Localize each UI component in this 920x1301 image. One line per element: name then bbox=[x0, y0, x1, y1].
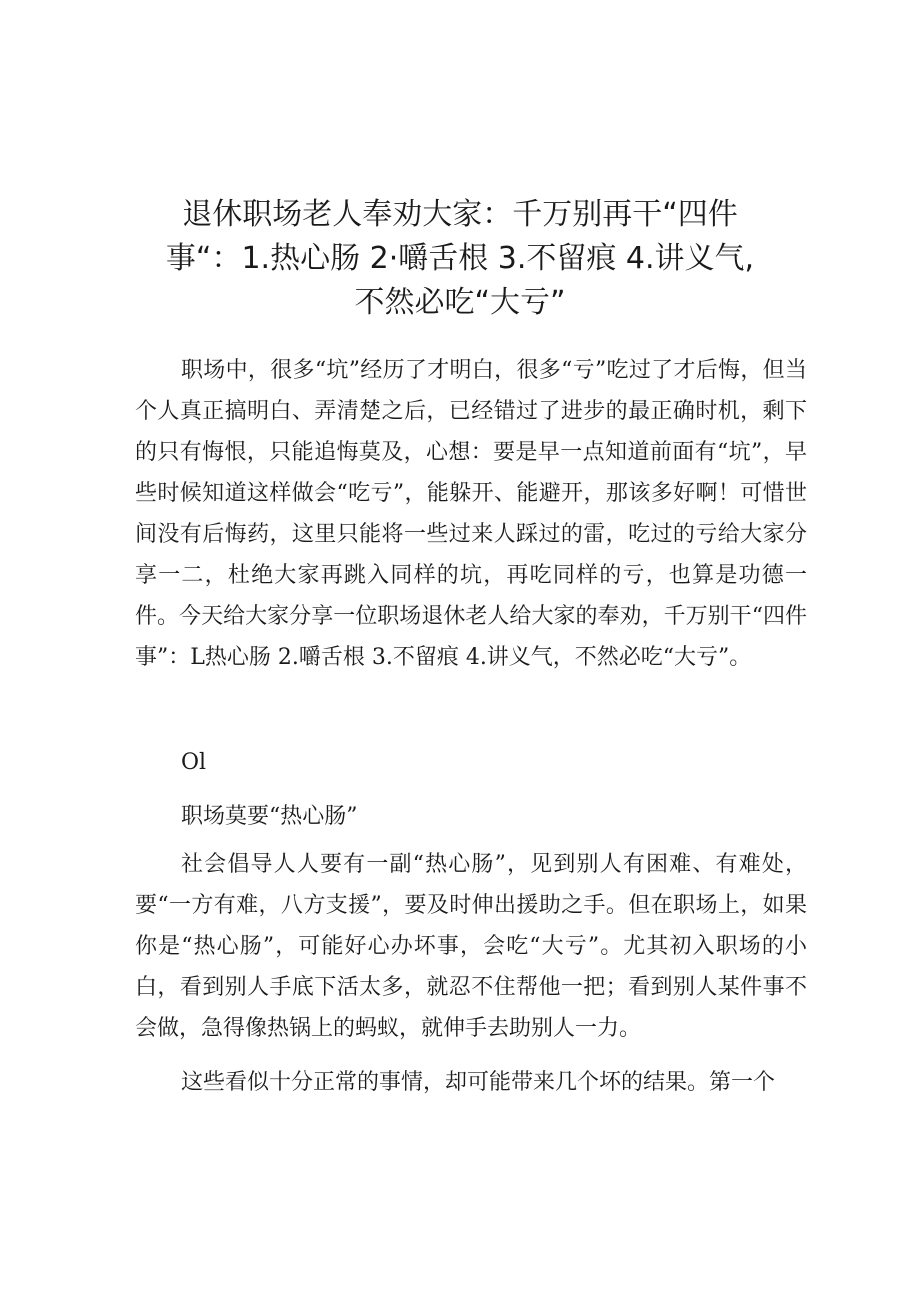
section-heading: 职场莫要“热心肠” bbox=[181, 804, 358, 829]
section-number: Ol bbox=[181, 750, 207, 775]
intro-paragraph: 职场中，很多“坑”经历了才明白，很多“亏”吃过了才后悔，但当个人真正搞明白、弄清楚之后，已经错过了进步的最正确时机，剩下的只有悔恨，只能追悔莫及，心想：要是早一点知道前面有“坑”，早些时候知道这样做会“吃亏”，能躲开、能避开，那该多好啊！可惜世间没有后悔药，这里只能将一些过来人踩过的雷，吃过的亏给大家分享一二，杜绝大家再跳入同样的坑，再吃同样的亏，也算是功德一件。今天给大家分享一位职场退休老人给大家的奉劝，千万别干“四件事”：L热心肠 2.嚼舌根 3.不留痕 4.讲义气，不然必吃“大亏”。 bbox=[135, 358, 807, 670]
consequence-paragraph: 这些看似十分正常的事情，却可能带来几个坏的结果。第一个 bbox=[181, 1070, 776, 1095]
title-line-1: 退休职场老人奉劝大家：千万别再干“四件 bbox=[182, 197, 738, 232]
social-paragraph: 社会倡导人人要有一副“热心肠”，见到别人有困难、有难处，要“一方有难，八方支援”，要及时伸出援助之手。但在职场上，如果你是“热心肠”，可能好心办坏事，会吃“大亏”。尤其初入职场的小白，看到别人手底下活太多，就忍不住帮他一把；看到别人某件事不会做，急得像热锅上的蚂蚁，就伸手去助别人一力。 bbox=[135, 852, 807, 1041]
document-title bbox=[130, 193, 790, 325]
title-line-2: 事“：1.热心肠 2·嚼舌根 3.不留痕 4.讲义气, bbox=[165, 241, 755, 276]
title-line-3: 不然必吃“大亏” bbox=[354, 285, 566, 320]
